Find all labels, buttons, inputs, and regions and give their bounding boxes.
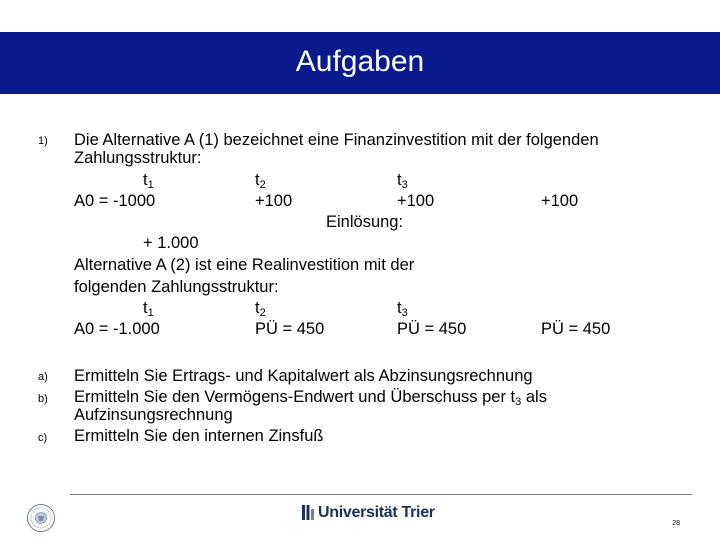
slide-title: Aufgaben	[295, 45, 425, 78]
subtask-c-text: Ermitteln Sie den internen Zinsfuß	[74, 427, 324, 445]
university-seal-icon	[26, 503, 56, 533]
payment-t1-alt2: PÜ = 450	[255, 320, 325, 338]
payment-t2-alt1: +100	[397, 192, 435, 210]
task-1-line-4: folgenden Zahlungsstruktur:	[74, 278, 279, 296]
payment-t3-alt2: PÜ = 450	[541, 320, 611, 338]
payment-t1-alt1: +100	[255, 192, 293, 210]
period-t1-label-alt2: $t_1$	[143, 299, 154, 319]
payment-t3-alt1: +100	[541, 192, 579, 210]
subtask-b-text-line-2: Aufzinsungsrechnung	[74, 406, 233, 424]
footer-divider	[70, 494, 692, 495]
subtask-a-text: Ermitteln Sie Ertrags- und Kapitalwert als Abzinsungsrechnung	[74, 367, 533, 385]
page-number: 28	[672, 520, 680, 527]
period-t3-label-alt2: $t_3$	[397, 299, 408, 319]
task-1-marker: 1)	[38, 135, 48, 147]
task-1-line-1: Die Alternative A (1) bezeichnet eine Finanzinvestition mit der folgenden	[74, 131, 599, 149]
period-t2-label-alt2: $t_2$	[255, 299, 266, 319]
task-1-line-2: Zahlungsstruktur:	[74, 149, 202, 167]
subtask-a-marker: a)	[38, 371, 48, 383]
einloesung-label: Einlösung:	[326, 213, 404, 231]
period-t2-label: $t_2$	[255, 171, 266, 191]
subtask-b-text: Ermitteln Sie den Vermögens-Endwert und Überschuss per $t_3$ als	[74, 388, 547, 408]
a0-value-alt2: A0 = -1.000	[74, 320, 160, 338]
payment-t2-alt2: PÜ = 450	[397, 320, 467, 338]
task-1-line-3: Alternative A (2) ist eine Realinvestition mit der	[74, 256, 415, 274]
a0-value-alt1: A0 = -1000	[74, 192, 156, 210]
university-trier-logo-icon	[302, 505, 314, 520]
university-name: Universität Trier	[318, 504, 435, 521]
subtask-c-marker: c)	[38, 432, 48, 444]
period-t1-label: $t_1$	[143, 171, 154, 191]
einloesung-value: + 1.000	[143, 234, 199, 252]
period-t3-label: $t_3$	[397, 171, 408, 191]
subtask-b-marker: b)	[38, 393, 48, 405]
